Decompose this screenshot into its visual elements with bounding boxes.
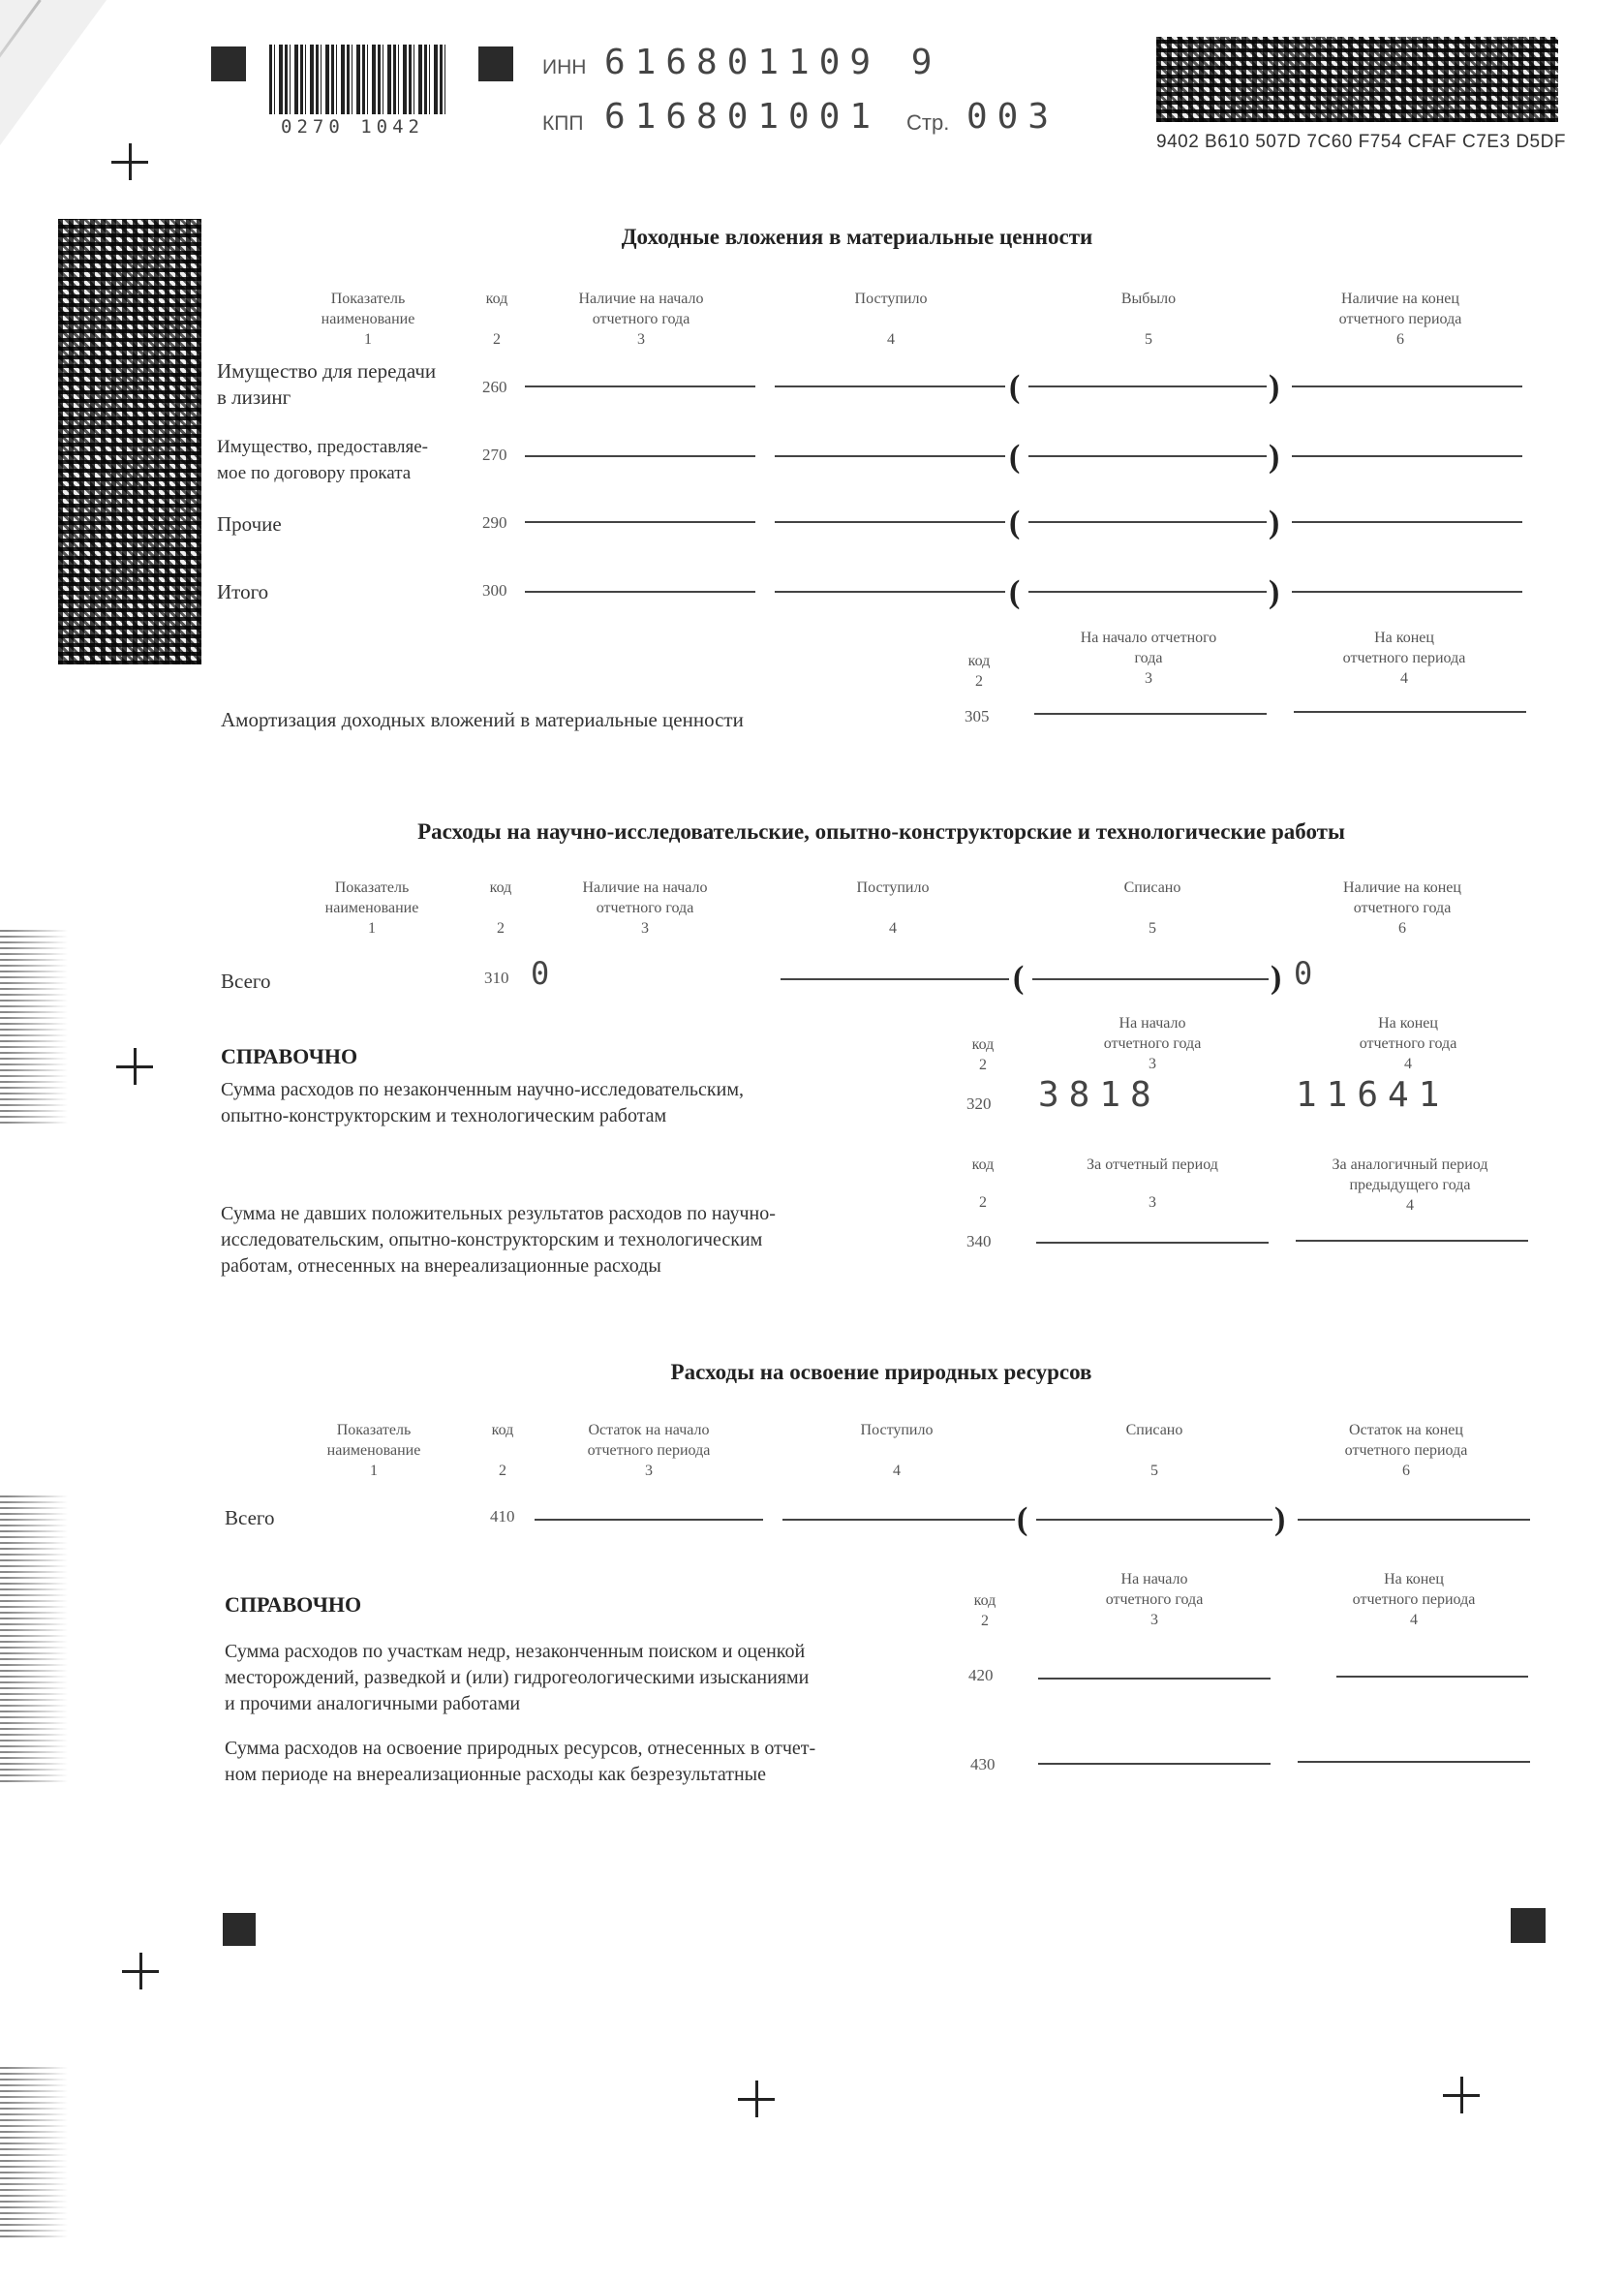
paren-open-icon: ( [1013, 960, 1025, 996]
corner-marker [223, 1913, 256, 1946]
input-line [1028, 385, 1267, 387]
amortization-label: Амортизация доходных вложений в материальные ценности [221, 708, 744, 731]
end-value: 0 [1294, 955, 1323, 992]
row-label: Сумма расходов по незаконченным научно-исследовательским, опытно-конструкторским и технологическим работам [221, 1079, 744, 1126]
kpp-value: 616801001 [604, 97, 881, 137]
row-code: 300 [482, 581, 507, 600]
col-header: За отчетный период 3 [1087, 1156, 1218, 1211]
input-line [525, 521, 755, 523]
col-header: Остаток на начало отчетного периода 3 [587, 1422, 711, 1479]
section1-title: Доходные вложения в материальные ценности [621, 225, 1093, 249]
col-header: Списано 5 [1123, 879, 1181, 937]
row320-start-value: 3818 [1038, 1075, 1161, 1115]
col-header: На начало отчетного года 3 [1080, 630, 1217, 687]
start-value: 0 [531, 955, 560, 992]
col-header: На начало отчетного года 3 [1105, 1571, 1204, 1628]
input-line [782, 1519, 1015, 1521]
col-header: Показатель наименование 1 [324, 879, 419, 937]
col-header: На конец отчетного года 4 [1359, 1015, 1457, 1072]
input-line [1034, 713, 1267, 715]
col-header: На конец отчетного периода 4 [1352, 1571, 1476, 1628]
row-label: Сумма расходов на освоение природных ресурсов, отнесенных в отчет- ном периоде на внереализационные расходы как безрезультатные [225, 1738, 816, 1785]
input-line [1292, 521, 1522, 523]
paren-close-icon: ) [1269, 369, 1280, 405]
section3-title: Расходы на освоение природных ресурсов [670, 1360, 1092, 1384]
paren-close-icon: ) [1271, 960, 1282, 996]
row-code: 340 [966, 1232, 992, 1250]
paren-open-icon: ( [1009, 574, 1021, 610]
paren-close-icon: ) [1269, 505, 1280, 540]
input-line [535, 1519, 763, 1521]
col-header: код 2 [971, 1036, 995, 1073]
row-label: Имущество для передачи в лизинг [217, 359, 437, 409]
folded-corner [0, 0, 107, 145]
col-header: Наличие на начало отчетного года 3 [582, 879, 708, 937]
row-code: 260 [482, 378, 507, 396]
row-code: 290 [482, 513, 507, 532]
input-line [525, 455, 755, 457]
registration-cross-icon [1443, 2077, 1480, 2113]
registration-cross-icon [738, 2081, 775, 2117]
col-header: Поступило 4 [860, 1422, 934, 1479]
paren-close-icon: ) [1269, 439, 1280, 475]
row-label: Сумма расходов по участкам недр, незаконченным поиском и оценкой месторождений, разведкой и (или) гидрогеологическими изысканиями и прочими аналогичными работами [225, 1641, 810, 1714]
row-code: 305 [965, 707, 990, 725]
scan-noise [0, 2063, 68, 2237]
col-header: Остаток на конец отчетного периода 6 [1344, 1422, 1468, 1479]
input-line [775, 591, 1005, 593]
kpp-label: КПП [542, 112, 584, 135]
row-code: 320 [966, 1094, 992, 1113]
col-header: код 2 [967, 653, 991, 690]
col-header: Списано 5 [1125, 1422, 1183, 1479]
row-label: Всего [225, 1506, 275, 1529]
paren-open-icon: ( [1017, 1501, 1028, 1537]
col-header: Наличие на начало отчетного года 3 [578, 291, 704, 348]
reference-heading: СПРАВОЧНО [221, 1044, 358, 1068]
col-header: код 2 [485, 291, 508, 348]
registration-cross-icon [116, 1048, 153, 1085]
paren-close-icon: ) [1274, 1501, 1286, 1537]
row-code: 270 [482, 446, 507, 464]
col-header: Показатель наименование 1 [321, 291, 415, 348]
input-line [1296, 1240, 1528, 1242]
input-line [1038, 1678, 1271, 1680]
row-label: Итого [217, 580, 269, 603]
input-line [781, 978, 1009, 980]
col-header: Наличие на конец отчетного периода 6 [1338, 291, 1462, 348]
registration-cross-icon [122, 1953, 159, 1989]
row-code: 420 [968, 1666, 994, 1684]
input-line [1028, 521, 1267, 523]
section2-title: Расходы на научно-исследовательские, опытно-конструкторские и технологические работы [417, 819, 1345, 844]
inn-label: ИНН [542, 56, 587, 78]
paren-open-icon: ( [1009, 369, 1021, 405]
input-line [1028, 455, 1267, 457]
row-code: 410 [490, 1507, 515, 1526]
col-header: код 2 [973, 1592, 996, 1629]
input-line [1298, 1761, 1530, 1763]
input-line [1294, 711, 1526, 713]
col-header: На начало отчетного года 3 [1103, 1015, 1202, 1072]
row-label: Прочие [217, 512, 282, 536]
input-line [775, 521, 1005, 523]
row320-end-value: 11641 [1296, 1075, 1450, 1115]
input-line [775, 385, 1005, 387]
col-header: Наличие на конец отчетного года 6 [1343, 879, 1461, 937]
paren-open-icon: ( [1009, 505, 1021, 540]
inn-value: 616801109 9 [604, 43, 942, 82]
row-code: 310 [484, 969, 509, 987]
input-line [1292, 591, 1522, 593]
col-header: Поступило 4 [856, 879, 930, 937]
barcode-number: 0270 1042 [281, 116, 424, 138]
row-label: Имущество, предоставляе- мое по договору проката [217, 437, 428, 483]
col-header: код 2 [971, 1156, 995, 1211]
col-header: Выбыло 5 [1120, 291, 1177, 348]
col-header: код 2 [491, 1422, 514, 1479]
input-line [525, 385, 755, 387]
row-code: 430 [970, 1755, 996, 1773]
input-line [1292, 455, 1522, 457]
input-line [1298, 1519, 1530, 1521]
input-line [775, 455, 1005, 457]
scan-noise [0, 930, 68, 1124]
col-header: Показатель наименование 1 [326, 1422, 421, 1479]
row-label: Всего [221, 970, 271, 993]
hash-code: 9402 B610 507D 7C60 F754 CFAF C7E3 D5DF [1156, 132, 1566, 152]
col-header: код 2 [489, 879, 512, 937]
paren-close-icon: ) [1269, 574, 1280, 610]
page-label: Стр. [906, 110, 950, 135]
input-line [1036, 1519, 1272, 1521]
paren-open-icon: ( [1009, 439, 1021, 475]
input-line [525, 591, 755, 593]
corner-marker [211, 46, 246, 81]
2d-barcode-icon [1156, 37, 1558, 122]
registration-cross-icon [111, 143, 148, 180]
input-line [1036, 1242, 1269, 1244]
col-header: Поступило 4 [854, 291, 928, 348]
input-line [1292, 385, 1522, 387]
input-line [1032, 978, 1269, 980]
input-line [1038, 1763, 1271, 1765]
input-line [1336, 1676, 1528, 1678]
page-number: 003 [966, 97, 1059, 137]
scan-noise [0, 1492, 68, 1782]
corner-marker [478, 46, 513, 81]
col-header: На конец отчетного периода 4 [1342, 630, 1466, 687]
row-label: Сумма не давших положительных результатов расходов по научно- исследовательским, опытно-конструкторским и технологическим работам, отнесенных на внереализационные расходы [221, 1203, 776, 1277]
barcode-icon [269, 45, 445, 114]
col-header: За аналогичный период предыдущего года 4 [1332, 1156, 1488, 1214]
side-2d-barcode-icon [58, 219, 201, 664]
input-line [1028, 591, 1267, 593]
corner-marker [1511, 1908, 1546, 1943]
reference-heading: СПРАВОЧНО [225, 1592, 362, 1617]
